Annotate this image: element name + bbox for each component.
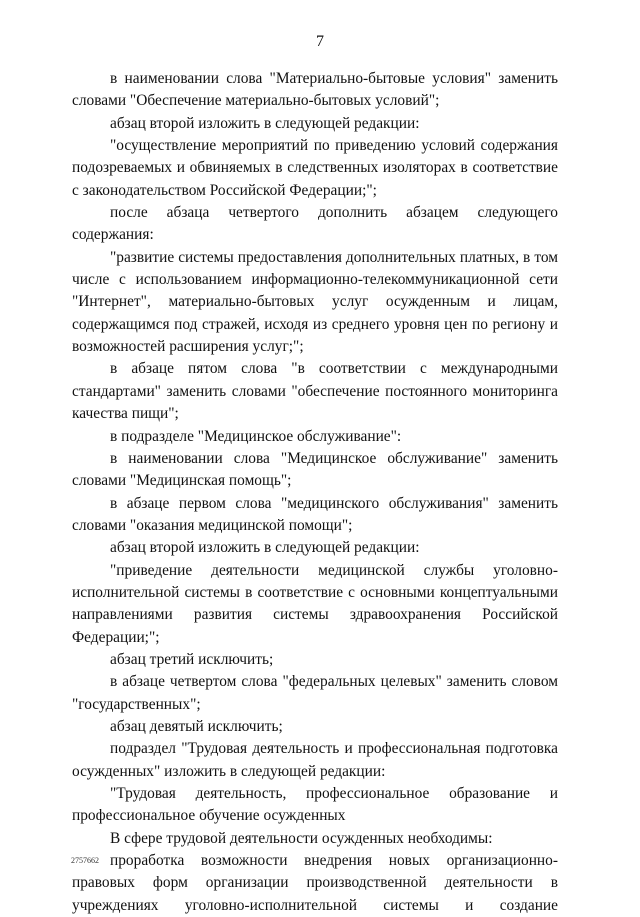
paragraph-5: "развитие системы предоставления дополнительных платных, в том числе с использованием информационно-телекоммуникационной сети "Интернет", материально-бытовых услуг осужденным и лицам, содержащимся под стражей, исходя из среднего уровня цен по региону и возможностей расширения услуг;";: [72, 248, 558, 356]
paragraph-15: подраздел "Трудовая деятельность и профессиональная подготовка осужденных" изложить в следующей редакции:: [72, 740, 558, 780]
document-code: 2757662: [71, 856, 99, 865]
paragraph-1: в наименовании слова "Материально-бытовые условия" заменить словами "Обеспечение материально-бытовых условий";: [72, 70, 558, 110]
paragraph-6: в абзаце пятом слова "в соответствии с международными стандартами" заменить словами "обеспечение постоянного мониторинга качества пищи";: [72, 360, 558, 423]
paragraph-18: проработка возможности внедрения новых организационно-правовых форм организации производственной деятельности в учреждениях уголовно-исполнительной системы и создание: [72, 852, 558, 914]
paragraph-12: абзац третий исключить;: [110, 650, 274, 668]
paragraph-8: в наименовании слова "Медицинское обслуживание" заменить словами "Медицинская помощь";: [72, 449, 558, 490]
paragraph-2: абзац второй изложить в следующей редакции:: [110, 114, 420, 132]
paragraph-3: "осуществление мероприятий по приведению условий содержания подозреваемых и обвиняемых в следственных изоляторах в соответствие с законодательством Российской Федерации;";: [72, 137, 558, 199]
paragraph-4: после абзаца четвертого дополнить абзацем следующего содержания:: [72, 204, 558, 244]
page-number: 7: [316, 33, 324, 50]
paragraph-16: "Трудовая деятельность, профессиональное образование и профессиональное обучение осужденных: [72, 785, 558, 825]
document-body: [72, 68, 558, 917]
paragraph-17: В сфере трудовой деятельности осужденных необходимы:: [110, 829, 493, 847]
paragraph-10: абзац второй изложить в следующей редакции:: [110, 539, 420, 557]
paragraph-7: в подразделе "Медицинское обслуживание":: [110, 427, 402, 445]
paragraph-11: "приведение деятельности медицинской службы уголовно-исполнительной системы в соответствие с основными концептуальными направлениями развития системы здравоохранения Российской Федерации;";: [72, 561, 558, 646]
paragraph-13: в абзаце четвертом слова "федеральных целевых" заменить словом "государственных";: [72, 673, 558, 713]
paragraph-14: абзац девятый исключить;: [110, 717, 283, 735]
paragraph-9: в абзаце первом слова "медицинского обслуживания" заменить словами "оказания медицинской помощи";: [72, 494, 558, 534]
